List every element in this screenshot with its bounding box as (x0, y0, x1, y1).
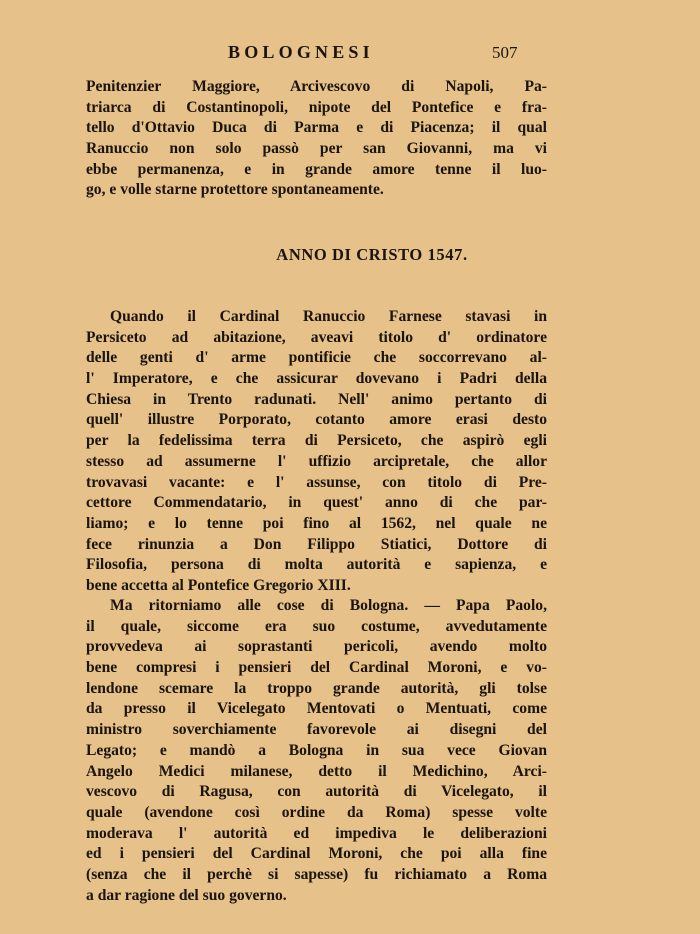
text-line: bene accetta al Pontefice Gregorio XIII. (86, 576, 351, 594)
text-line: a dar ragione del suo governo. (86, 886, 287, 904)
text-line: Ma ritorniamo alle cose di Bologna. — Papa Paolo, (110, 597, 547, 614)
text-line: da presso il Vicelegato Mentovati o Mentuati, come (86, 700, 547, 718)
section-heading-text: ANNO DI CRISTO 1547. (276, 245, 468, 264)
text-line: lendone scemare la troppo grande autorità, gli tolse (86, 679, 547, 697)
text-line: Filosofia, persona di molta autorità e sapienza, e (86, 556, 547, 574)
text-line: bene compresi i pensieri del Cardinal Moroni, e vo- (86, 659, 547, 677)
text-line: ebbe permanenza, e in grande amore tenne il luo- (86, 160, 547, 178)
text-line: l' Imperatore, e che assicurar dovevano i Padri della (86, 370, 547, 388)
running-header (0, 40, 700, 68)
paragraph-cardinal-ranuccio (86, 307, 547, 597)
text-line: go, e volle starne protettore spontaneamente. (86, 181, 384, 199)
paragraph-bologna (86, 596, 547, 906)
text-line: ministro soverchiamente favorevole ai disegni del (86, 721, 547, 739)
text-line: (senza che il perchè si sapesse) fu richiamato a Roma (86, 865, 547, 883)
text-line: cettore Commendatario, in quest' anno di che par- (86, 494, 547, 512)
text-line: moderava l' autorità ed impediva le deliberazioni (86, 824, 547, 842)
text-line: il quale, siccome era suo costume, avvedutamente (86, 617, 547, 635)
text-line: Quando il Cardinal Ranuccio Farnese stavasi in (110, 308, 547, 325)
text-line: Ranuccio non solo passò per san Giovanni, ma vi (86, 140, 547, 158)
text-line: Persiceto ad abitazione, aveavi titolo d' ordinatore (86, 328, 547, 346)
text-line: Penitenzier Maggiore, Arcivescovo di Napoli, Pa- (86, 78, 547, 95)
text-line: quale (avendone così ordine da Roma) spesse volte (86, 803, 547, 821)
text-line: provvedeva ai soprastanti pericoli, avendo molto (86, 638, 547, 656)
text-line: liamo; e lo tenne poi fino al 1562, nel quale ne (86, 514, 547, 532)
text-line: Angelo Medici milanese, detto il Medichino, Arci- (86, 762, 547, 780)
section-heading (0, 244, 700, 266)
text-line: Legato; e mandò a Bologna in sua vece Giovan (86, 741, 547, 759)
page-number: 507 (492, 43, 518, 62)
text-line: triarca di Costantinopoli, nipote del Pontefice e fra- (86, 98, 547, 116)
text-line: stesso ad assumerne l' uffizio arcipretale, che allor (86, 452, 547, 470)
text-line: per la fedelissima terra di Persiceto, che aspirò egli (86, 432, 547, 450)
text-line: delle genti d' arme pontificie che soccorrevano al- (86, 349, 547, 367)
continuation-paragraph (86, 77, 547, 201)
text-line: fece rinunzia a Don Filippo Stiatici, Dottore di (86, 535, 547, 553)
text-line: tello d'Ottavio Duca di Parma e di Piacenza; il qual (86, 119, 547, 137)
text-line: Chiesa in Trento radunati. Nell' animo pertanto di (86, 390, 547, 408)
text-line: trovavasi vacante: e l' assunse, con titolo di Pre- (86, 473, 547, 491)
text-line: quell' illustre Porporato, cotanto amore erasi desto (86, 411, 547, 429)
text-line: ed i pensieri del Cardinal Moroni, che poi alla fine (86, 845, 547, 863)
text-line: vescovo di Ragusa, con autorità di Vicelegato, il (86, 783, 547, 801)
running-title: BOLOGNESI (228, 42, 374, 62)
